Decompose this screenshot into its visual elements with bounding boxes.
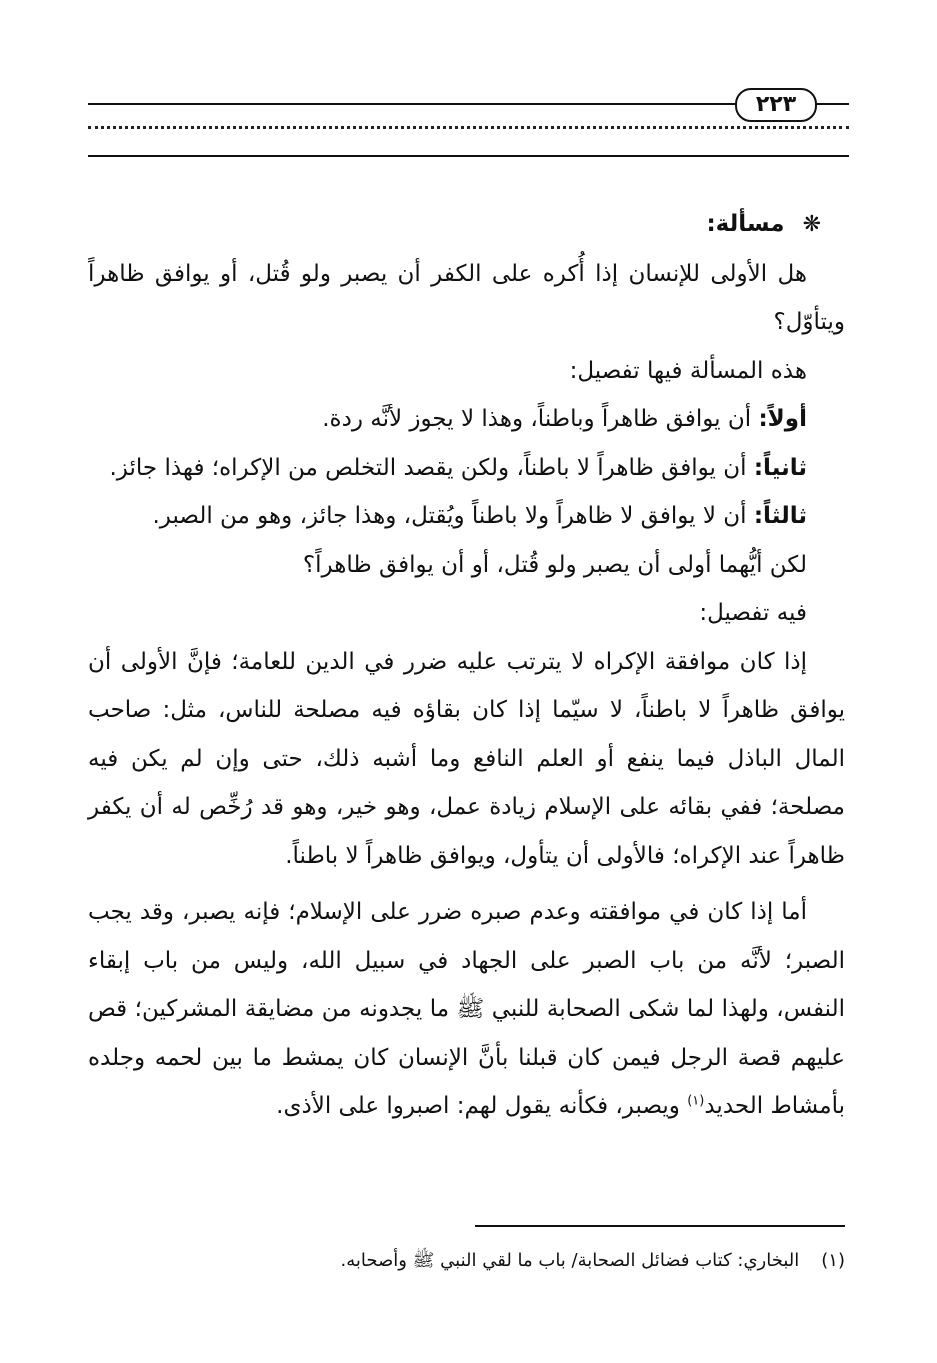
point-first [88,395,845,444]
page-body [88,200,845,1131]
question-paragraph: هل الأولى للإنسان إذا أُكره على الكفر أن يصبر ولو قُتل، أو يوافق ظاهراً ويتأوّل؟ [88,260,845,335]
first-text: أن يوافق ظاهراً وباطناً، وهذا لا يجوز لأنَّه ردة. [322,406,759,432]
detail-paragraph: فيه تفصيل: [699,600,807,626]
footnote-number: (١) [821,1250,845,1271]
case-two-end: ويصبر، فكأنه يقول لهم: اصبروا على الأذى. [276,1093,688,1119]
section-title: مسألة: [706,211,785,237]
case-two-paragraph [88,888,845,1131]
page-number: ٢٢٣ [735,88,817,122]
second-label: ثانياً: [753,454,807,481]
first-label: أولاً: [758,406,807,432]
footnote-rule [475,1225,845,1227]
point-second [88,444,845,493]
header-dotted-rule [88,126,849,129]
third-label: ثالثاً: [753,503,807,529]
third-text: أن لا يوافق لا ظاهراً ولا باطناً ويُقتل، وهذا جائز، وهو من الصبر. [152,503,754,529]
intro-paragraph: هذه المسألة فيها تفصيل: [569,357,807,384]
second-text: أن يوافق ظاهراً لا باطناً، ولكن يقصد التخلص من الإكراه؛ فهذا جائز. [109,454,754,481]
case-one-paragraph: إذا كان موافقة الإكراه لا يترتب عليه ضرر في الدين للعامة؛ فإنَّ الأولى أن يوافق ظاهراً لا باطناً، لا سيّما إذا كان بقاؤه فيه مصلحة للناس، مثل: صاحب المال الباذل فيما ينفع أو العلم النافع وما أشبه ذلك، حتى وإن لم يكن فيه مصلحة؛ ففي بقائه على الإسلام زيادة عمل، وهو خير، وهو قد رُخِّص له أن يكفر ظاهراً عند الإكراه؛ فالأولى أن يتأول، ويوافق ظاهراً لا باطناً. [88,648,845,869]
which-paragraph: لكن أيُّهما أولى أن يصبر ولو قُتل، أو أن يوافق ظاهراً؟ [302,551,807,578]
footnote-text: البخاري: كتاب فضائل الصحابة/ باب ما لقي النبي ﷺ وأصحابه. [340,1250,800,1271]
star-icon: ❋ [802,212,821,237]
case-two-text: أما إذا كان في موافقته وعدم صبره ضرر على الإسلام؛ فإنه يصبر، وقد يجب الصبر؛ لأنَّه من باب الصبر على الجهاد في سبيل الله، وليس من باب إبقاء النفس، ولهذا لما شكى الصحابة للنبي ﷺ ما يجدونه من مضايقة المشركين؛ قص عليهم قصة الرجل فيمن كان قبلنا بأنَّ الإنسان كان يمشط ما بين لحمه وجلده بأمشاط الحديد [88,899,845,1119]
section-heading [88,200,845,250]
footnote [88,1246,845,1276]
header-bottom-rule [88,155,849,157]
footnote-reference: (١) [687,1093,705,1109]
point-third [88,492,845,541]
